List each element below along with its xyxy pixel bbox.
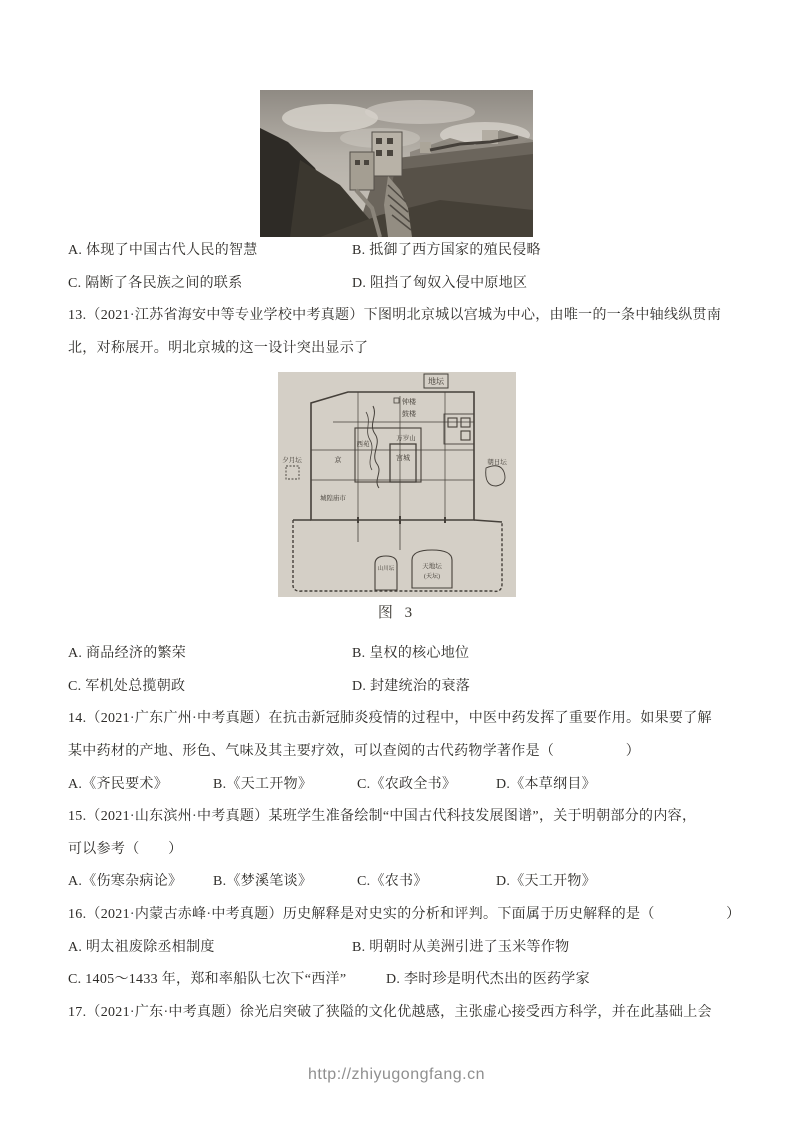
q13-stem-text1: 13.（2021·江苏省海安中等专业学校中考真题）下图明北京城以宫城为中心，由唯一的一条中轴线纵贯南 — [68, 308, 722, 324]
map-label-xiyuan: 西苑 — [356, 441, 370, 448]
map-label-chenghuang: 城隍庙市 — [320, 495, 346, 502]
great-wall-photo — [260, 90, 533, 237]
q12-option-b: B. 抵御了西方国家的殖民侵略 — [352, 243, 541, 259]
q15-option-d: D.《天工开物》 — [496, 874, 597, 890]
map-label-jing: 京 — [334, 456, 342, 464]
map-label-ditan: 地坛 — [428, 377, 444, 386]
map-label-gongcheng: 宫城 — [396, 454, 410, 462]
q13-option-b: B. 皇权的核心地位 — [352, 646, 470, 662]
ming-beijing-map-figure — [278, 372, 516, 622]
map-label-gulou: 鼓楼 — [402, 410, 416, 418]
q12-option-a: A. 体现了中国古代人民的智慧 — [68, 243, 258, 259]
q13-options-row-cd — [68, 669, 730, 702]
q15-option-c: C.《农书》 — [357, 874, 428, 890]
question-block-top — [68, 233, 730, 363]
footer-watermark-url: http://zhiyugongfang.cn — [308, 1066, 485, 1083]
great-wall-photo-art — [260, 90, 533, 237]
q16-option-d: D. 李时珍是明代杰出的医药学家 — [386, 972, 590, 988]
q13-option-c: C. 军机处总揽朝政 — [68, 678, 186, 694]
q15-option-b: B.《梦溪笔谈》 — [213, 874, 313, 890]
map-label-zhonglou: 钟楼 — [402, 398, 416, 406]
map-label-wansuishan: 万岁山 — [396, 435, 416, 442]
q15-stem-line1 — [68, 799, 730, 832]
q15-stem-text1: 15.（2021·山东滨州·中考真题）某班学生准备绘制“中国古代科技发展图谱”，关于明朝部分的内容， — [68, 809, 697, 825]
q13-option-d: D. 封建统治的衰落 — [352, 678, 471, 694]
q12-options-row-ab — [68, 233, 730, 266]
q13-stem-text2: 北，对称展开。明北京城的这一设计突出显示了 — [68, 341, 369, 357]
q13-option-a: A. 商品经济的繁荣 — [68, 646, 187, 662]
q13-options-row-ab — [68, 636, 730, 669]
q16-option-a: A. 明太祖废除丞相制度 — [68, 939, 215, 955]
q14-option-c: C.《农政全书》 — [357, 776, 457, 792]
q15-option-a: A.《伤寒杂病论》 — [68, 874, 183, 890]
q16-option-b: B. 明朝时从美洲引进了玉米等作物 — [352, 939, 570, 955]
q17-stem-text1: 17.（2021·广东·中考真题）徐光启突破了狭隘的文化优越感，主张虚心接受西方科学，并在此基础上会 — [68, 1004, 712, 1020]
q16-options-row-cd — [68, 962, 730, 995]
q14-stem-text1: 14.（2021·广东广州·中考真题）在抗击新冠肺炎疫情的过程中，中医中药发挥了重要作用。如果要了解 — [68, 711, 712, 727]
map-label-tianditan: 天地坛 — [422, 563, 442, 570]
q15-options-row — [68, 864, 730, 897]
q16-option-c: C. 1405～1433 年，郑和率船队七次下“西洋” — [68, 972, 347, 988]
q15-stem-line2 — [68, 832, 730, 865]
q14-stem-line2 — [68, 734, 730, 767]
q12-option-c: C. 隔断了各民族之间的联系 — [68, 275, 243, 291]
q14-option-d: D.《本草纲目》 — [496, 776, 597, 792]
q14-option-a: A.《齐民要术》 — [68, 776, 169, 792]
q14-stem-text2: 某中药材的产地、形色、气味及其主要疗效，可以查阅的古代药物学著作是（ ） — [68, 744, 640, 760]
map-caption: 图 3 — [377, 605, 417, 621]
q14-options-row — [68, 766, 730, 799]
map-label-xiyuetan: 夕月坛 — [282, 457, 302, 464]
q12-option-d: D. 阻挡了匈奴入侵中原地区 — [352, 275, 528, 291]
map-label-shanchuantan: 山川坛 — [377, 566, 395, 572]
q16-stem-text1: 16.（2021·内蒙古赤峰·中考真题）历史解释是对史实的分析和评判。下面属于历史解释的是（ ） — [68, 907, 741, 923]
q13-stem-line1 — [68, 298, 730, 331]
ming-beijing-map-art — [278, 372, 516, 597]
q16-options-row-ab — [68, 929, 730, 962]
q16-stem-line1 — [68, 897, 741, 930]
q15-stem-text2: 可以参考（ ） — [68, 841, 183, 857]
q13-stem-line2 — [68, 331, 730, 364]
map-label-chaoritan: 朝日坛 — [487, 459, 507, 466]
q14-stem-line1 — [68, 701, 730, 734]
q14-option-b: B.《天工开物》 — [213, 776, 313, 792]
map-label-tiantan: (天坛) — [424, 574, 440, 580]
question-block-bottom — [68, 636, 741, 1027]
q12-options-row-cd — [68, 266, 730, 299]
q17-stem-line1 — [68, 995, 730, 1028]
